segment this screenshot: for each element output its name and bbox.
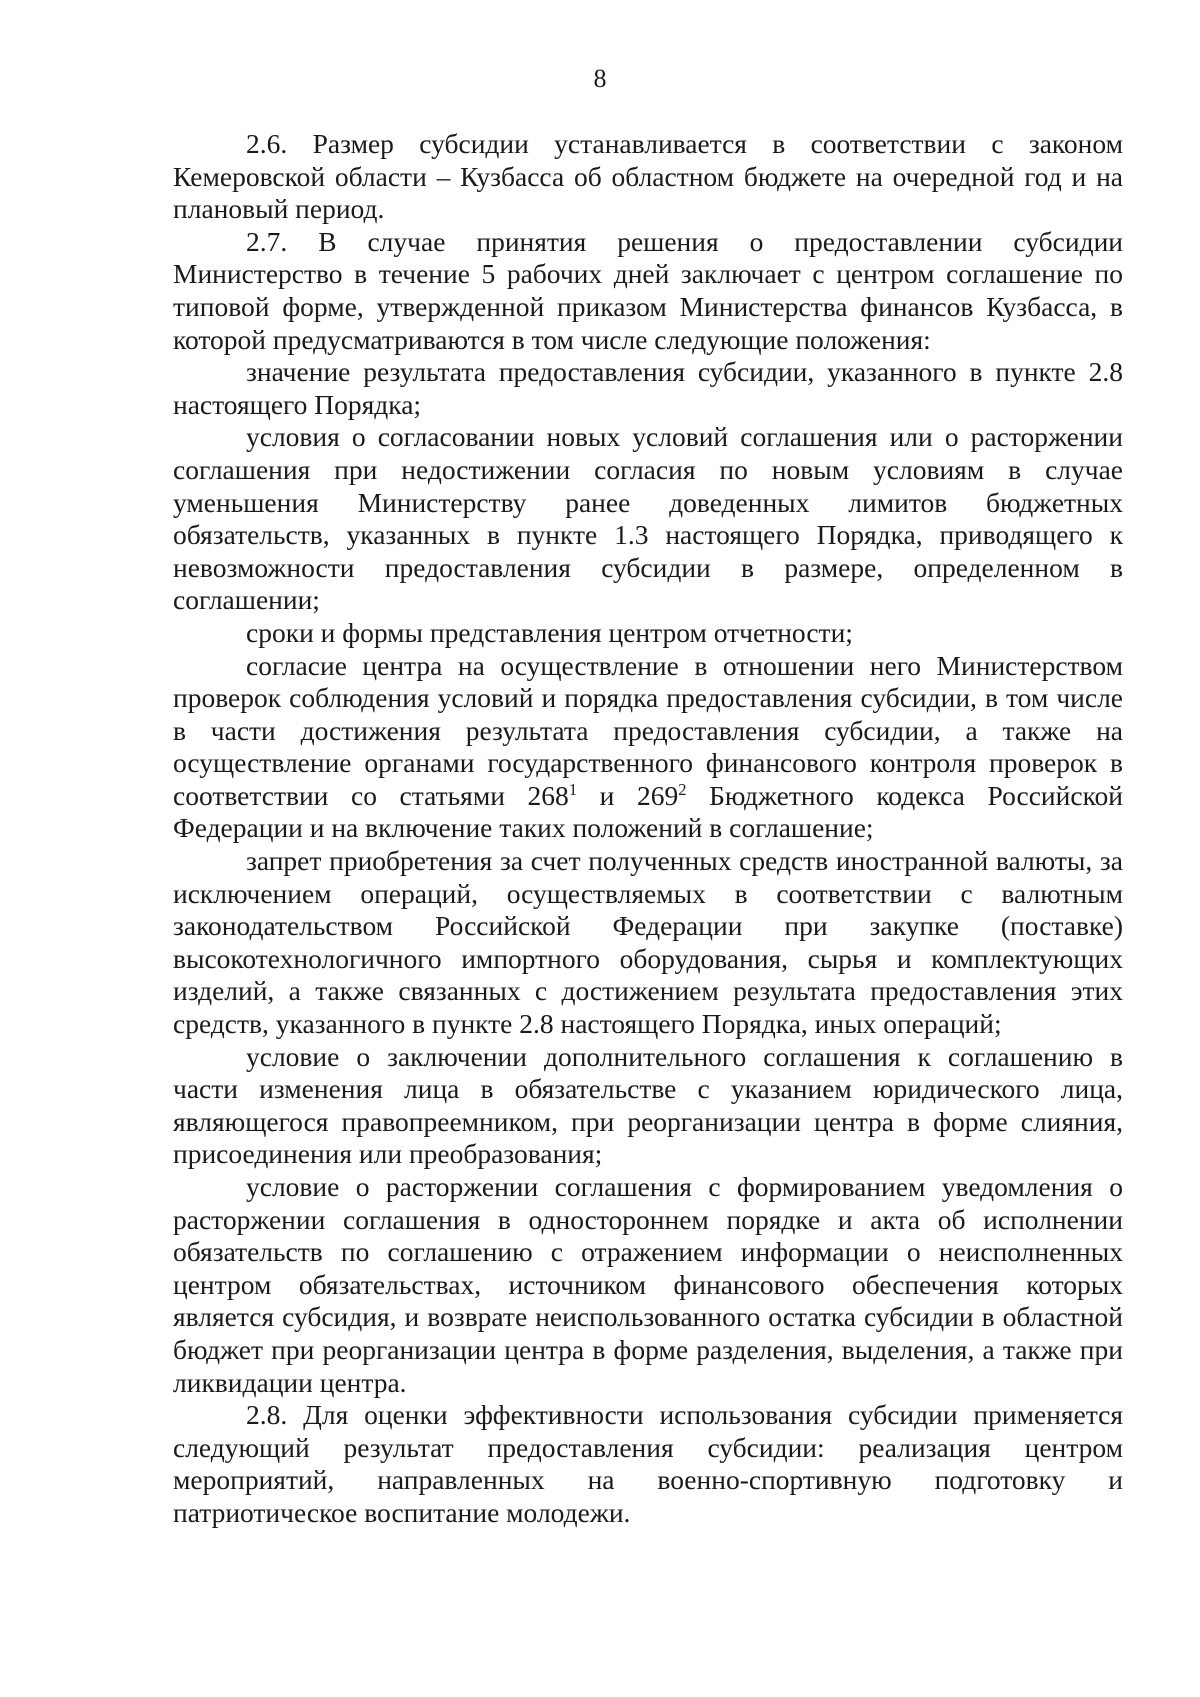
consent-text-before: согласие центра на осуществление в отношении него Министерством проверок соблюдения условий и порядка предоставления субсидии, в том числе в части достижения результата предоставления субсидии, а также на осуществление органами государственного финансового контроля проверок в соответствии со статьями 268 xyxy=(173,649,1123,811)
article-269-superscript: 2 xyxy=(678,779,687,799)
paragraph-consent-inspections xyxy=(173,650,1123,846)
article-268-superscript: 1 xyxy=(568,779,578,799)
paragraph-additional-agreement: условие о заключении дополнительного соглашения к соглашению в части изменения лица в обязательстве с указанием юридического лица, являющегося правопреемником, при реорганизации центра в форме слияния, присоединения или преобразования; xyxy=(173,1040,1123,1170)
paragraph-new-conditions: условия о согласовании новых условий соглашения или о расторжении соглашения при недостижении согласия по новым условиям в случае уменьшения Министерству ранее доведенных лимитов бюджетных обязательств, указанных в пункте 1.3 настоящего Порядка, приводящего к невозможности предоставления субсидии в размере, определенном в соглашении; xyxy=(173,421,1123,616)
document-body xyxy=(173,128,1123,1530)
paragraph-termination: условие о расторжении соглашения с формированием уведомления о расторжении соглашения в одностороннем порядке и акта об исполнении обязательств по соглашению с отражением информации о неисполненных центром обязательствах, источником финансового обеспечения которых является субсидия, и возврате неиспользованного остатка субсидии в областной бюджет при реорганизации центра в форме разделения, выделения, а также при ликвидации центра. xyxy=(173,1171,1123,1398)
consent-text-after: Бюджетного кодекса Российской Федерации и на включение таких положений в соглашение; xyxy=(173,779,1123,844)
paragraph-2-6: 2.6. Размер субсидии устанавливается в соответствии с законом Кемеровской области – Кузбасса об областном бюджете на очередной год и на плановый период. xyxy=(173,128,1123,225)
paragraph-result-value: значение результата предоставления субсидии, указанного в пункте 2.8 настоящего Порядка; xyxy=(173,356,1123,420)
paragraph-reporting: сроки и формы представления центром отчетности; xyxy=(246,616,853,648)
consent-text-middle: и 269 xyxy=(577,779,679,811)
paragraph-2-8: 2.8. Для оценки эффективности использования субсидии применяется следующий результат предоставления субсидии: реализация центром мероприятий, направленных на военно-спортивную подготовку и патриотическое воспитание молодежи. xyxy=(173,1399,1123,1528)
paragraph-currency-ban: запрет приобретения за счет полученных средств иностранной валюты, за исключением операций, осуществляемых в соответствии с валютным законодательством Российской Федерации при закупке (поставке) высокотехнологичного импортного оборудования, сырья и комплектующих изделий, а также связанных с достижением результата предоставления этих средств, указанного в пункте 2.8 настоящего Порядка, иных операций; xyxy=(173,845,1123,1040)
paragraph-2-7: 2.7. В случае принятия решения о предоставлении субсидии Министерство в течение 5 рабочих дней заключает с центром соглашение по типовой форме, утвержденной приказом Министерства финансов Кузбасса, в которой предусматриваются в том числе следующие положения: xyxy=(173,225,1123,355)
page-number: 8 xyxy=(593,64,607,93)
